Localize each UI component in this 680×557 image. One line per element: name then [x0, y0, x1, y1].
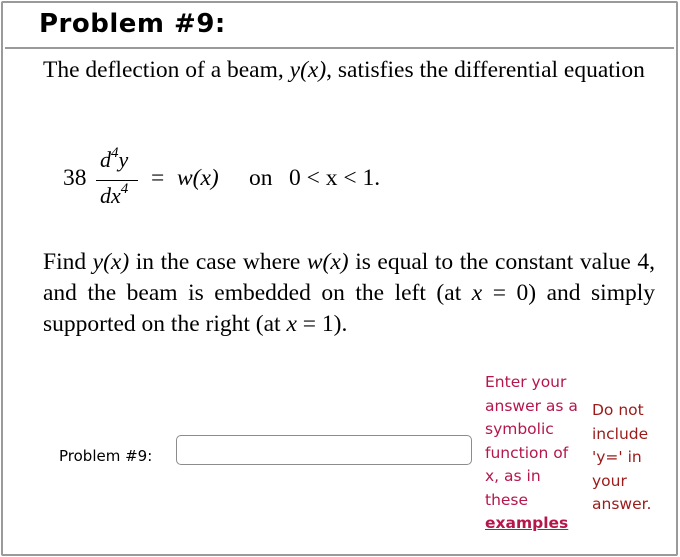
- question-text-3: is equal to the constant value 4, and the beam is embedded on the left (at: [43, 249, 655, 306]
- denominator-exponent: 4: [120, 181, 129, 197]
- question-var-x-1: x: [471, 280, 483, 306]
- equation-coefficient: 38: [63, 165, 87, 191]
- problem-intro: [43, 55, 655, 86]
- denominator-dx: dx: [100, 183, 121, 208]
- equation-numerator: [100, 147, 128, 173]
- examples-link[interactable]: examples: [485, 514, 569, 532]
- intro-text-b: , satisfies the differential equation: [326, 57, 645, 83]
- question-function-w: w(x): [306, 249, 349, 275]
- question-text-2: in the case where: [129, 249, 307, 275]
- answer-hint-text: Enter your answer as a symbolic function of x, as in these: [485, 373, 578, 509]
- answer-hint: [485, 371, 585, 536]
- title-divider: [5, 47, 674, 49]
- question-function-y: y(x): [92, 249, 130, 275]
- numerator-exponent: 4: [111, 145, 119, 161]
- fraction-bar: [96, 180, 138, 181]
- question-text-4: = 0) and simply supported on the right (at: [43, 280, 655, 337]
- question-text-1: Find: [43, 249, 93, 275]
- equation-denominator: [100, 183, 128, 209]
- problem-title: Problem #9:: [39, 9, 226, 39]
- equation-equals: =: [151, 165, 165, 191]
- answer-input[interactable]: [176, 435, 472, 465]
- numerator-var: y: [118, 147, 129, 172]
- numerator-d: d: [100, 147, 111, 172]
- equation-rhs: w(x): [177, 165, 219, 191]
- problem-question: [43, 247, 655, 340]
- answer-note: Do not include 'y=' in your answer.: [592, 401, 652, 513]
- equation-domain: 0 < x < 1.: [289, 165, 381, 191]
- question-var-x-2: x: [286, 311, 297, 337]
- problem-panel: [1, 1, 678, 556]
- equation-on: on: [249, 165, 273, 191]
- question-text-5: = 1).: [296, 311, 348, 337]
- intro-text-a: The deflection of a beam,: [43, 57, 290, 83]
- intro-function: y(x): [289, 57, 327, 83]
- answer-label: Problem #9:: [59, 447, 153, 465]
